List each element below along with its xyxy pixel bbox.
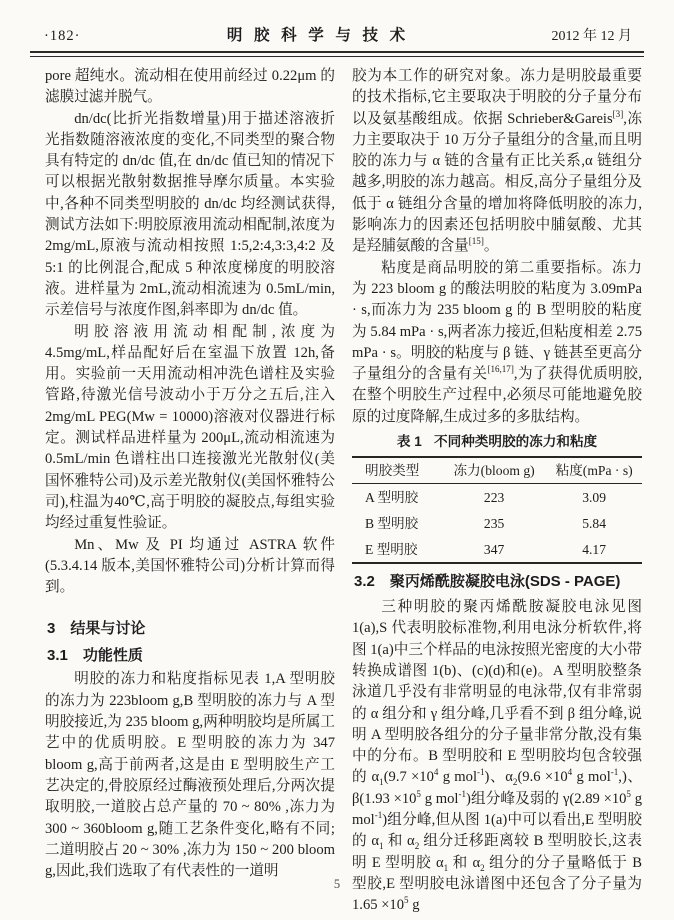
table-caption [352, 433, 642, 451]
header-page-number: ·182· [44, 28, 81, 44]
paragraph-bloom-values: 明胶的冻力和粘度指标见表 1,A 型明胶的冻力为 223bloom g,B 型明胶的冻力与 A 型明胶接近,为 235 bloom g,两种明胶均是所属工艺中的优质明胶。E 型明胶的冻力为 347 bloom g,高于前两者,这是由 E 型明胶生产工艺决定的,骨胶原经过酶液预处理后,分两次提取明胶,一道胶占总产量的 70 ~ 80% ,冻力为 300 ~ 360bloom g,随工艺条件变化,略有不同;二道明胶占 20 ~ 30% ,冻力为 150 ~ 200 bloom g,因此,我们选取了有代表性的一道明 [45, 671, 335, 880]
paragraph-dndc-method: dn/dc(比折光指数增量)用于描述溶液折光指数随溶液浓度的变化,不同类型的聚合物具有特定的 dn/dc 值,在 dn/dc 值已知的情况下可以根据光散射数据推导摩尔质量。本实验中,各种不同类型明胶的 dn/dc 均经测试获得,测试方法如下:明胶原液用流动相配制,浓度为 2mg/mL,原液与流动相按照 1:5,2:4,3:3,4:2 及 5:1 的比例混合,配成 5 种浓度梯度的明胶溶液。进样量为 2mL,流动相流速为 0.5mL/min,示差信号与浓度作图,斜率即为 dn/dc 值。 [45, 110, 335, 319]
page-header [28, 0, 646, 51]
table-1 [352, 433, 642, 564]
cell-bloom-a: 223 [483, 490, 505, 506]
column-header-viscosity: 粘度(mPa · s) [555, 463, 633, 479]
left-column [45, 66, 335, 917]
section-heading-results: 3 结果与讨论 [47, 620, 146, 638]
article-body [0, 57, 674, 917]
page-footer [0, 877, 674, 892]
cell-viscosity-b: 5.84 [582, 516, 607, 532]
right-column [352, 66, 642, 917]
table-row [352, 510, 642, 536]
table-caption-text: 不同种类明胶的冻力和粘度 [434, 434, 598, 450]
paragraph-electrophoresis: 三种明胶的聚丙烯酰胺凝胶电泳见图 1(a),S 代表明胶标准物,利用电泳分析软件,将图 1(a)中三个样品的电泳按照光密度的大小带转换成谱图 1(b)、(c)(d)和(e)。A 型明胶整条泳道几乎没有非常明显的电泳带,仅有非常弱的 α 组分和 γ 组分峰,几乎看不到 β 组分峰,说明 A 型明胶各组分的分子量非常分散,没有集中的分布。B 型明胶和 E 型明胶均包含较强的 $\alpha_1(9.7 \times 10^4$ g mol$^{-1}$)、$\alpha_2(9.6 \times 10^4$ g mol$^{-1}$,)、$\beta(1.93 \times 10^5$ g mol$^{-1}$)组分峰及弱的 $\gamma(2.89 \times 10^5$ g mol$^{-1}$)组分峰,但从图 1(a)中可以看出,E 型明胶的 $\alpha_1$ 和 $\alpha_2$ 组分迁移距离较 B 型明胶长,这表明 E 型明胶 $\alpha_1$ 和 $\alpha_2$ 组分的分子量略低于 B 型胶,E 型明胶电泳谱图中还包含了分子量为 $1.65 \times 10^5$ g [352, 599, 643, 914]
cell-viscosity-e: 4.17 [582, 542, 607, 558]
table-row [352, 484, 642, 511]
header-journal-title: 明胶科学与技术 [226, 27, 417, 44]
paragraph-astra-software: Mn、Mw 及 PI 均通过 ASTRA 软件(5.3.4.14 版本,美国怀雅特公司)分析计算而得到。 [45, 536, 335, 596]
footer-page-number: 5 [333, 877, 341, 891]
table-caption-label: 表 1 [396, 434, 422, 450]
paragraph-gelatin-solution: 明胶溶液用流动相配制,浓度为 4.5mg/mL,样品配好后在室温下放置 12h,备用。实验前一天用流动相冲洗色谱柱及实验管路,待激光信号波动小于万分之五后,注入 2mg/mL PEG(Mw = 10000)溶液对仪器进行标定。测试样品进样量为 200μL,流动相流速为 0.5mL/min 色谱柱出口连接激光光散射仪(美国怀雅特公司)及示差光散射仪(美国怀雅特公司),柱温为40℃,高于明胶的凝胶点,每组实验均经过重复性验证。 [45, 323, 335, 532]
table-header-row [352, 457, 642, 484]
cell-viscosity-a: 3.09 [582, 490, 607, 506]
gelatin-properties-table [352, 456, 642, 564]
header-issue-date: 2012 年 12 月 [551, 29, 632, 44]
cell-type-e: E 型明胶 [365, 542, 418, 558]
table-row [352, 536, 642, 563]
paragraph-gel-strength: 胶为本工作的研究对象。冻力是明胶最重要的技术指标,它主要取决于明胶的分子量分布以及氨基酸组成。依据 Schrieber&Gareis[3],冻力主要取决于 10 万分子量组分的含量,而且明胶的冻力与 α 链的含量有正比关系,α 链组分越多,明胶的冻力越高。相反,高分子量组分及低于 α 链组分含量的增加将降低明胶的冻力,影响冻力的因素还包括明胶中脯氨酸、尤其是羟脯氨酸的含量[15]。 [352, 68, 642, 255]
cell-type-a: A 型明胶 [365, 490, 419, 506]
paragraph-mobile-phase: pore 超纯水。流动相在使用前经过 0.22μm 的滤膜过滤并脱气。 [45, 68, 335, 106]
column-header-bloom: 冻力(bloom g) [453, 463, 535, 479]
subsection-heading-functional: 3.1 功能性质 [47, 647, 143, 665]
cell-bloom-b: 235 [483, 516, 505, 532]
subsection-heading-sds-page: 3.2 聚丙烯酰胺凝胶电泳(SDS - PAGE) [354, 573, 621, 591]
column-header-type: 明胶类型 [365, 463, 420, 479]
cell-type-b: B 型明胶 [365, 516, 419, 532]
paragraph-viscosity: 粘度是商品明胶的第二重要指标。冻力为 223 bloom g 的酸法明胶的粘度为 3.09mPa · s,而冻力为 235 bloom g 的 B 型明胶的粘度为 5.84 mPa · s,两者冻力接近,但粘度相差 2.75 mPa · s。明胶的粘度与 β 链、γ 链甚至更高分子量组分的含量有关[16,17],为了获得优质明胶,在整个明胶生产过程中,必须尽可能地避免胶原的过度降解,生成过多的多肽结构。 [352, 259, 642, 425]
cell-bloom-e: 347 [483, 542, 505, 558]
